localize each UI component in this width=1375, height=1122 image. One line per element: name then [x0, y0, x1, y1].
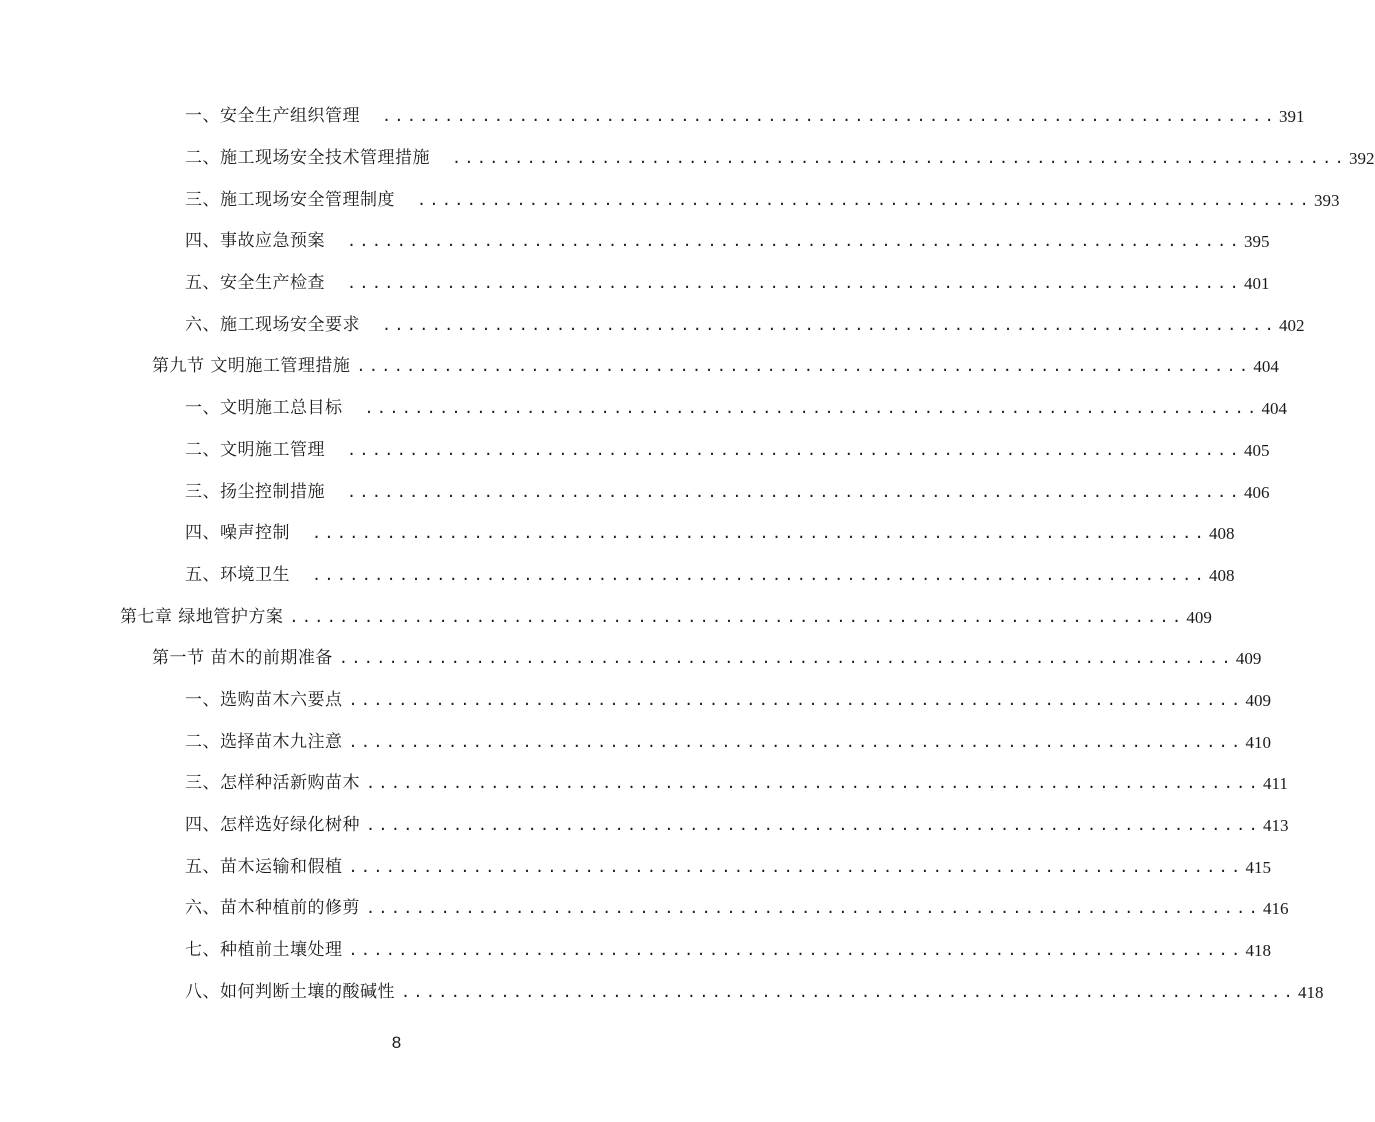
dot-leader: ........................................................................ [312, 524, 1208, 543]
dot-leader: ........................................................................ [289, 607, 1185, 626]
toc-entry[interactable] [0, 430, 1270, 472]
toc-entry-label: 七、种植前土壤处理 [185, 942, 349, 959]
toc-entry[interactable] [0, 680, 1272, 722]
toc-entry-label: 三、怎样种活新购苗木 [185, 775, 366, 792]
toc-entry[interactable] [0, 888, 1289, 930]
toc-entry[interactable] [0, 971, 1324, 1013]
toc-chapter-entry[interactable] [0, 596, 1212, 638]
toc-entry-page: 406 [1244, 482, 1270, 502]
dot-leader: ........................................................................ [347, 232, 1243, 251]
dot-leader: ........................................................................ [347, 274, 1243, 293]
toc-entry-label: 四、噪声控制 [185, 525, 312, 542]
toc-entry-label: 五、苗木运输和假植 [185, 859, 349, 876]
toc-entry-label: 四、事故应急预案 [185, 233, 347, 250]
toc-entry-label: 三、扬尘控制措施 [185, 484, 347, 501]
toc-entry-page: 409 [1235, 649, 1262, 669]
toc-entry[interactable] [0, 471, 1270, 513]
toc-entry-page: 405 [1244, 440, 1270, 460]
toc-entry-label: 五、环境卫生 [185, 567, 312, 584]
dot-leader: ........................................................................ [312, 565, 1208, 584]
toc-entry-label: 二、施工现场安全技术管理措施 [185, 150, 452, 167]
toc-entry-page: 392 [1349, 149, 1375, 169]
dot-leader: ........................................................................ [338, 649, 1234, 668]
dot-leader: ........................................................................ [417, 190, 1313, 209]
toc-section-entry[interactable] [0, 638, 1262, 680]
toc-entry[interactable] [0, 96, 1305, 138]
toc-entry-page: 418 [1245, 941, 1272, 961]
toc-entry-label: 六、施工现场安全要求 [185, 317, 382, 334]
toc-section-entry[interactable] [0, 346, 1279, 388]
toc-entry-page: 395 [1244, 232, 1270, 252]
toc-entry-page: 409 [1186, 607, 1212, 627]
dot-leader: ........................................................................ [347, 440, 1243, 459]
toc-entry-page: 402 [1279, 315, 1305, 335]
toc-entry-label: 第七章 绿地管护方案 [120, 609, 289, 626]
toc-entry-page: 408 [1209, 565, 1235, 585]
toc-entry-label: 第九节 文明施工管理措施 [152, 358, 356, 375]
dot-leader: ........................................................................ [401, 982, 1297, 1001]
toc-entry-label: 五、安全生产检查 [185, 275, 347, 292]
toc-entry-label: 八、如何判断土壤的酸碱性 [185, 984, 401, 1001]
toc-entry-page: 404 [1253, 357, 1279, 377]
dot-leader: ........................................................................ [348, 941, 1244, 960]
toc-entry-page: 408 [1209, 524, 1235, 544]
toc-entry[interactable] [0, 805, 1289, 847]
toc-entry-page: 418 [1298, 982, 1324, 1002]
toc-entry-label: 一、选购苗木六要点 [185, 692, 349, 709]
toc-entry[interactable] [0, 179, 1340, 221]
dot-leader: ........................................................................ [382, 315, 1278, 334]
toc-entry-label: 三、施工现场安全管理制度 [185, 192, 417, 209]
dot-leader: ........................................................................ [347, 482, 1243, 501]
toc-entry[interactable] [0, 721, 1272, 763]
toc-entry-page: 413 [1263, 816, 1289, 836]
dot-leader: ........................................................................ [382, 107, 1278, 126]
toc-entry[interactable] [0, 221, 1270, 263]
toc-entry-label: 一、文明施工总目标 [185, 400, 365, 417]
toc-entry[interactable] [0, 388, 1288, 430]
toc-entry-label: 二、选择苗木九注意 [185, 734, 349, 751]
dot-leader: ........................................................................ [364, 399, 1260, 418]
dot-leader: ........................................................................ [348, 732, 1244, 751]
toc-entry-page: 410 [1245, 732, 1272, 752]
dot-leader: ........................................................................ [366, 899, 1262, 918]
dot-leader: ........................................................................ [366, 816, 1262, 835]
toc-entry-page: 404 [1261, 399, 1288, 419]
dot-leader: ........................................................................ [356, 357, 1252, 376]
toc-entry-label: 二、文明施工管理 [185, 442, 347, 459]
toc-entry[interactable] [0, 930, 1272, 972]
toc-entry[interactable] [0, 138, 1375, 180]
toc-entry-page: 415 [1245, 857, 1272, 877]
toc-entry-page: 401 [1244, 274, 1270, 294]
toc-entry-label: 六、苗木种植前的修剪 [185, 900, 366, 917]
dot-leader: ........................................................................ [348, 857, 1244, 876]
dot-leader: ........................................................................ [452, 149, 1348, 168]
toc-entry[interactable] [0, 763, 1288, 805]
toc-entry[interactable] [0, 263, 1270, 305]
toc-entry-label: 一、安全生产组织管理 [185, 108, 382, 125]
toc-entry-page: 409 [1245, 690, 1272, 710]
page-number: 8 [391, 1033, 402, 1052]
toc-entry-page: 393 [1314, 190, 1340, 210]
toc-entry-label: 四、怎样选好绿化树种 [185, 817, 366, 834]
toc-entry[interactable] [0, 846, 1272, 888]
toc-entry-page: 391 [1279, 107, 1305, 127]
toc-entry[interactable] [0, 513, 1235, 555]
toc-entry-label: 第一节 苗木的前期准备 [152, 650, 339, 667]
toc-entry-page: 416 [1263, 899, 1289, 919]
dot-leader: ........................................................................ [348, 690, 1244, 709]
toc-entry[interactable] [0, 304, 1305, 346]
table-of-contents [0, 96, 1375, 1013]
toc-entry-page: 411 [1263, 774, 1288, 794]
dot-leader: ........................................................................ [366, 774, 1262, 793]
toc-entry[interactable] [0, 555, 1235, 597]
